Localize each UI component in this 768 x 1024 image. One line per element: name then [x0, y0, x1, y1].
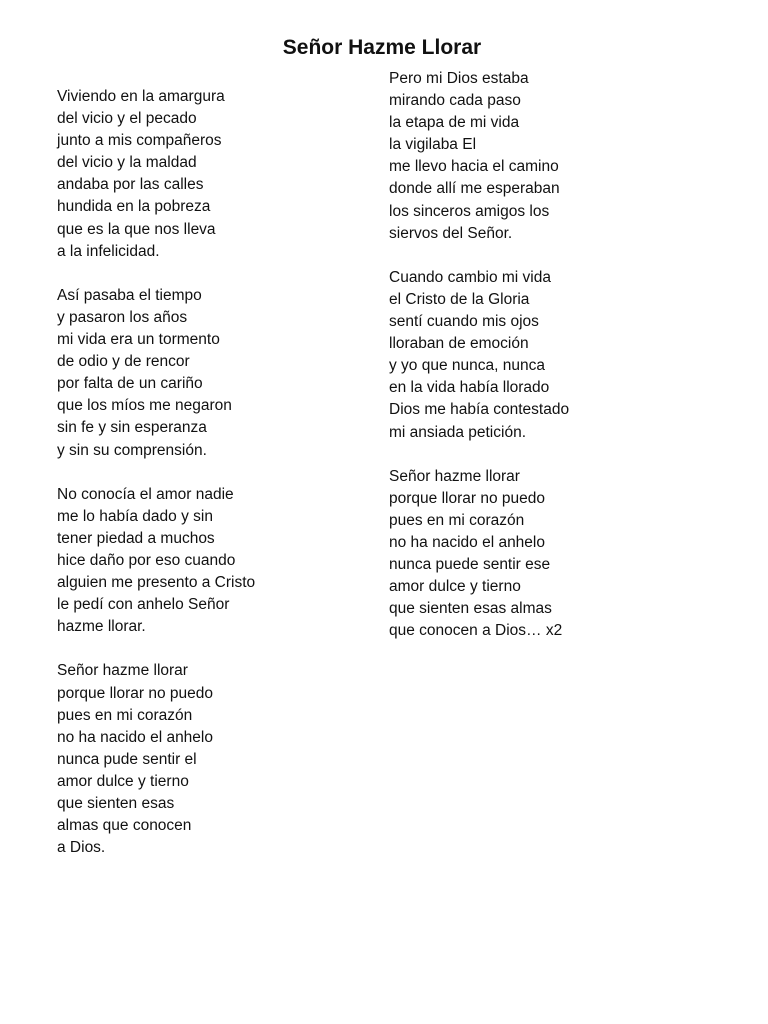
lyric-line: Dios me había contestado — [389, 401, 570, 419]
lyric-line: hazme llorar. — [57, 618, 146, 636]
lyric-line: mi ansiada petición. — [389, 423, 526, 441]
lyric-line: a Dios. — [57, 839, 106, 857]
lyric-line: pues en mi corazón — [57, 706, 193, 724]
lyric-line: siervos del Señor. — [389, 224, 513, 242]
left-column — [57, 86, 377, 881]
lyric-line: el Cristo de la Gloria — [389, 290, 530, 308]
lyric-line: que los míos me negaron — [57, 397, 232, 415]
lyric-line: que sienten esas almas — [389, 600, 552, 618]
lyric-line: no ha nacido el anhelo — [389, 533, 545, 551]
lyric-line: mirando cada paso — [389, 92, 521, 110]
lyric-line: No conocía el amor nadie — [57, 485, 234, 503]
stanza — [389, 466, 709, 643]
lyric-line: de odio y de rencor — [57, 353, 190, 371]
lyric-line: pues en mi corazón — [389, 511, 525, 529]
stanza — [57, 660, 377, 859]
lyric-line: alguien me presento a Cristo — [57, 574, 256, 592]
lyric-line: Señor hazme llorar — [389, 467, 520, 485]
lyric-line: a la infelicidad. — [57, 242, 160, 260]
stanza — [57, 484, 377, 639]
lyric-line: que es la que nos lleva — [57, 220, 216, 238]
stanza — [57, 285, 377, 462]
lyric-line: Cuando cambio mi vida — [389, 268, 551, 286]
lyric-line: sentí cuando mis ojos — [389, 313, 539, 331]
lyric-line: sin fe y sin esperanza — [57, 419, 207, 437]
right-column — [389, 68, 709, 665]
lyric-line: no ha nacido el anhelo — [57, 728, 213, 746]
lyric-line: hice daño por eso cuando — [57, 551, 236, 569]
lyric-line: tener piedad a muchos — [57, 529, 215, 547]
lyric-line: junto a mis compañeros — [57, 132, 222, 150]
lyric-line: que sienten esas — [57, 795, 175, 812]
lyric-line: amor dulce y tierno — [389, 578, 521, 596]
lyric-line: porque llorar no puedo — [57, 684, 213, 702]
lyric-line: los sinceros amigos los — [389, 202, 550, 220]
lyric-line: Pero mi Dios estaba — [389, 70, 529, 87]
lyric-line: le pedí con anhelo Señor — [57, 596, 230, 614]
lyric-line: nunca puede sentir ese — [389, 556, 551, 574]
lyric-line: almas que conocen — [57, 817, 192, 835]
lyric-line: del vicio y la maldad — [57, 154, 197, 172]
lyric-line: y pasaron los años — [57, 308, 188, 326]
lyric-line: me llevo hacia el camino — [389, 158, 559, 176]
lyric-line: que conocen a Dios… x2 — [389, 622, 563, 640]
lyric-line: y yo que nunca, nunca — [389, 357, 545, 375]
lyric-line: la vigilaba El — [389, 136, 477, 154]
lyric-line: mi vida era un tormento — [57, 331, 220, 349]
stanza — [389, 68, 709, 245]
lyric-line: amor dulce y tierno — [57, 772, 189, 790]
lyric-line: Viviendo en la amargura — [57, 88, 225, 105]
stanza — [389, 267, 709, 444]
lyric-line: porque llorar no puedo — [389, 489, 545, 507]
page-title: Señor Hazme Llorar — [282, 36, 482, 59]
lyric-line: andaba por las calles — [57, 176, 204, 194]
lyric-line: donde allí me esperaban — [389, 180, 560, 198]
lyric-line: lloraban de emoción — [389, 335, 529, 353]
stanza — [57, 86, 377, 263]
lyric-line: la etapa de mi vida — [389, 114, 520, 132]
lyric-line: Señor hazme llorar — [57, 662, 188, 680]
lyric-line: hundida en la pobreza — [57, 198, 211, 216]
lyric-line: del vicio y el pecado — [57, 110, 197, 128]
lyric-line: me lo había dado y sin — [57, 507, 213, 525]
lyric-line: en la vida había llorado — [389, 379, 550, 397]
lyric-line: por falta de un cariño — [57, 375, 203, 393]
lyric-line: nunca pude sentir el — [57, 750, 197, 768]
lyric-line: Así pasaba el tiempo — [57, 286, 202, 304]
lyric-line: y sin su comprensión. — [57, 441, 207, 459]
